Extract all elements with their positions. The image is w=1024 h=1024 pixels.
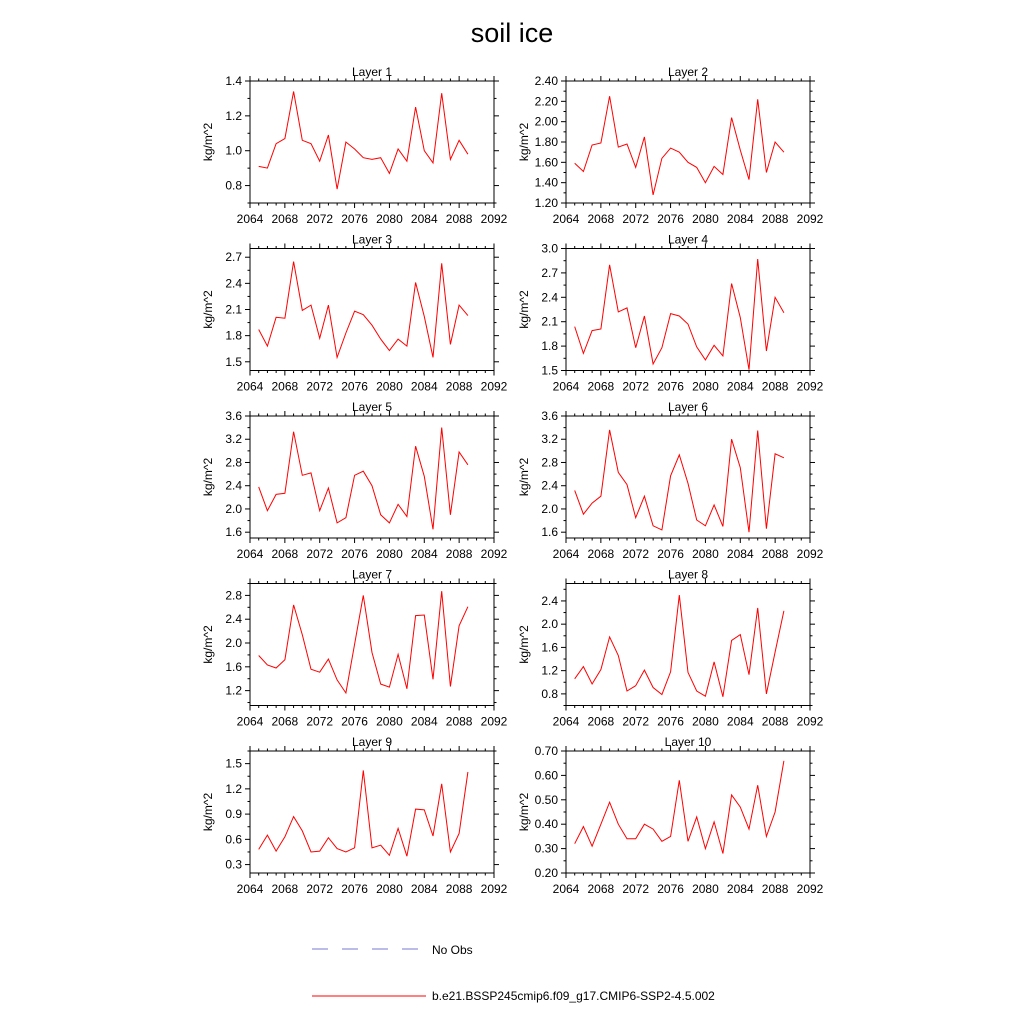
y-tick-label: 2.8 <box>541 455 558 470</box>
panel-layer-6 <box>517 400 824 561</box>
x-tick-label: 2064 <box>236 882 264 896</box>
y-tick-label: 2.8 <box>225 588 242 603</box>
y-tick-label: 2.4 <box>541 593 558 608</box>
panel-title: Layer 6 <box>667 400 709 414</box>
x-tick-label: 2068 <box>271 212 299 226</box>
panel-title: Layer 8 <box>667 567 709 582</box>
figure-title: soil ice <box>470 18 554 48</box>
x-tick-label: 2080 <box>692 379 719 394</box>
legend <box>312 943 715 1003</box>
panel-title: Layer 3 <box>351 232 393 247</box>
y-tick-label: 2.0 <box>541 501 558 516</box>
y-tick-label: 0.8 <box>225 178 242 193</box>
series-line <box>259 770 468 856</box>
y-tick-label: 0.50 <box>534 792 558 807</box>
x-tick-label: 2084 <box>726 882 754 896</box>
series-line <box>259 591 468 693</box>
x-tick-label: 2092 <box>796 882 824 896</box>
x-tick-label: 2080 <box>376 547 403 561</box>
y-tick-label: 1.80 <box>534 135 558 149</box>
y-tick-label: 0.8 <box>541 686 558 701</box>
x-tick-label: 2088 <box>761 714 789 729</box>
x-tick-label: 2084 <box>410 714 438 729</box>
x-tick-label: 2084 <box>410 379 438 394</box>
y-tick-label: 0.60 <box>534 768 558 783</box>
x-tick-label: 2068 <box>587 547 615 561</box>
y-tick-label: 1.6 <box>225 525 242 540</box>
x-tick-label: 2064 <box>552 212 580 226</box>
y-tick-label: 2.7 <box>225 250 242 265</box>
x-tick-label: 2076 <box>657 212 684 226</box>
y-tick-label: 1.5 <box>225 756 242 771</box>
x-tick-label: 2088 <box>445 212 473 226</box>
x-tick-label: 2068 <box>271 714 299 729</box>
x-tick-label: 2076 <box>341 547 368 561</box>
x-tick-label: 2080 <box>376 882 403 896</box>
x-tick-label: 2084 <box>726 379 754 394</box>
x-tick-label: 2068 <box>271 882 299 896</box>
panel-title: Layer 10 <box>664 735 712 749</box>
x-tick-label: 2068 <box>587 714 615 729</box>
panel-layer-8 <box>517 568 824 729</box>
y-tick-label: 1.8 <box>225 328 242 343</box>
x-tick-label: 2064 <box>236 379 264 394</box>
x-tick-label: 2076 <box>341 212 368 226</box>
y-tick-label: 1.0 <box>225 143 242 158</box>
panel-grid <box>201 65 824 896</box>
panel-layer-4 <box>517 233 824 394</box>
y-tick-label: 0.70 <box>534 744 558 758</box>
y-axis-label: kg/m^2 <box>517 290 531 329</box>
series-line <box>259 262 468 358</box>
y-tick-label: 1.2 <box>225 683 242 698</box>
panel-layer-1 <box>201 65 508 226</box>
x-tick-label: 2072 <box>622 882 650 896</box>
x-tick-label: 2076 <box>341 379 368 394</box>
legend-obs-label: No Obs <box>432 943 473 957</box>
x-tick-label: 2092 <box>796 212 824 226</box>
panel-layer-7 <box>201 568 508 729</box>
plot-frame <box>566 584 810 706</box>
y-tick-label: 1.2 <box>541 663 558 678</box>
y-tick-label: 1.2 <box>225 108 242 123</box>
y-tick-label: 3.6 <box>541 409 558 423</box>
panel-layer-5 <box>201 400 508 561</box>
x-tick-label: 2088 <box>761 547 789 561</box>
y-tick-label: 3.2 <box>541 432 558 447</box>
x-tick-label: 2092 <box>796 547 824 561</box>
y-axis-label: kg/m^2 <box>517 122 531 162</box>
y-tick-label: 2.7 <box>541 265 558 280</box>
y-tick-label: 1.60 <box>534 155 558 170</box>
x-tick-label: 2084 <box>410 547 438 561</box>
x-tick-label: 2076 <box>657 547 684 561</box>
y-tick-label: 2.40 <box>534 74 558 88</box>
y-tick-label: 0.6 <box>225 832 242 847</box>
panel-layer-9 <box>201 735 508 896</box>
y-tick-label: 0.20 <box>534 866 558 880</box>
y-tick-label: 1.5 <box>541 363 558 378</box>
series-line <box>575 96 784 195</box>
x-tick-label: 2076 <box>657 379 684 394</box>
x-tick-label: 2068 <box>587 882 615 896</box>
plot-frame <box>250 751 494 873</box>
x-tick-label: 2080 <box>376 379 403 394</box>
x-tick-label: 2072 <box>306 882 334 896</box>
series-line <box>575 430 784 532</box>
legend-model-label: b.e21.BSSP245cmip6.f09_g17.CMIP6-SSP2-4.5.002 <box>432 989 715 1003</box>
x-tick-label: 2092 <box>480 379 508 394</box>
x-tick-label: 2072 <box>622 547 650 561</box>
y-tick-label: 0.3 <box>225 857 242 872</box>
series-line <box>575 259 784 370</box>
x-tick-label: 2080 <box>692 212 719 226</box>
y-tick-label: 2.4 <box>541 478 558 493</box>
x-tick-label: 2076 <box>341 714 368 729</box>
plot-frame <box>250 81 494 203</box>
x-tick-label: 2080 <box>376 714 403 729</box>
series-line <box>259 92 468 190</box>
x-tick-label: 2088 <box>761 379 789 394</box>
x-tick-label: 2088 <box>445 714 473 729</box>
plot-frame <box>566 81 810 203</box>
x-tick-label: 2088 <box>761 212 789 226</box>
y-tick-label: 1.8 <box>541 339 558 354</box>
panel-title: Layer 7 <box>351 567 393 582</box>
x-tick-label: 2076 <box>657 882 684 896</box>
y-axis-label: kg/m^2 <box>201 290 215 329</box>
x-tick-label: 2092 <box>796 714 824 729</box>
y-axis-label: kg/m^2 <box>517 457 531 497</box>
y-tick-label: 2.0 <box>541 617 558 632</box>
y-axis-label: kg/m^2 <box>517 792 531 832</box>
series-line <box>259 428 468 530</box>
x-tick-label: 2076 <box>341 882 368 896</box>
series-line <box>575 595 784 697</box>
panel-title: Layer 2 <box>667 65 709 79</box>
y-tick-label: 1.4 <box>225 74 242 88</box>
panel-layer-3 <box>201 233 508 394</box>
y-tick-label: 0.40 <box>534 817 558 832</box>
y-tick-label: 3.2 <box>225 432 242 447</box>
panel-layer-10 <box>517 735 824 896</box>
x-tick-label: 2072 <box>306 714 334 729</box>
x-tick-label: 2076 <box>657 714 684 729</box>
x-tick-label: 2092 <box>480 547 508 561</box>
plot-frame <box>566 751 810 873</box>
y-axis-label: kg/m^2 <box>517 625 531 664</box>
y-tick-label: 0.9 <box>225 807 242 822</box>
panel-title: Layer 1 <box>351 65 393 79</box>
x-tick-label: 2068 <box>587 379 615 394</box>
y-axis-label: kg/m^2 <box>201 122 215 162</box>
x-tick-label: 2080 <box>692 547 719 561</box>
y-axis-label: kg/m^2 <box>201 625 215 664</box>
panel-title: Layer 9 <box>351 735 393 749</box>
y-tick-label: 2.4 <box>225 612 242 627</box>
y-tick-label: 3.6 <box>225 409 242 423</box>
y-tick-label: 1.6 <box>225 659 242 674</box>
y-tick-label: 2.8 <box>225 455 242 470</box>
x-tick-label: 2088 <box>761 882 789 896</box>
x-tick-label: 2068 <box>271 379 299 394</box>
x-tick-label: 2092 <box>480 212 508 226</box>
x-tick-label: 2068 <box>587 212 615 226</box>
y-tick-label: 2.4 <box>541 290 558 305</box>
x-tick-label: 2064 <box>552 547 580 561</box>
y-tick-label: 2.4 <box>225 276 242 291</box>
y-tick-label: 1.2 <box>225 781 242 796</box>
x-tick-label: 2092 <box>480 714 508 729</box>
x-tick-label: 2064 <box>236 714 264 729</box>
x-tick-label: 2064 <box>236 547 264 561</box>
x-tick-label: 2080 <box>376 212 403 226</box>
y-tick-label: 2.0 <box>225 636 242 651</box>
x-tick-label: 2084 <box>726 714 754 729</box>
x-tick-label: 2088 <box>445 379 473 394</box>
x-tick-label: 2072 <box>622 379 650 394</box>
x-tick-label: 2084 <box>726 212 754 226</box>
series-line <box>575 761 784 854</box>
plot-frame <box>250 416 494 538</box>
x-tick-label: 2072 <box>306 212 334 226</box>
x-tick-label: 2080 <box>692 714 719 729</box>
y-tick-label: 1.6 <box>541 525 558 540</box>
x-tick-label: 2092 <box>796 379 824 394</box>
plot-frame <box>250 584 494 706</box>
x-tick-label: 2064 <box>552 714 580 729</box>
y-tick-label: 1.40 <box>534 175 558 190</box>
x-tick-label: 2084 <box>410 882 438 896</box>
x-tick-label: 2072 <box>622 714 650 729</box>
x-tick-label: 2072 <box>306 547 334 561</box>
y-tick-label: 2.0 <box>225 501 242 516</box>
x-tick-label: 2084 <box>410 212 438 226</box>
x-tick-label: 2064 <box>552 379 580 394</box>
y-tick-label: 1.6 <box>541 640 558 655</box>
y-tick-label: 2.1 <box>541 314 558 329</box>
y-tick-label: 2.1 <box>225 302 242 317</box>
panel-title: Layer 4 <box>667 232 709 247</box>
y-tick-label: 0.30 <box>534 841 558 856</box>
panel-title: Layer 5 <box>351 400 393 414</box>
y-tick-label: 3.0 <box>541 241 558 256</box>
x-tick-label: 2080 <box>692 882 719 896</box>
x-tick-label: 2072 <box>306 379 334 394</box>
y-tick-label: 1.20 <box>534 196 558 210</box>
plot-frame <box>566 416 810 538</box>
y-axis-label: kg/m^2 <box>201 457 215 497</box>
x-tick-label: 2092 <box>480 882 508 896</box>
y-axis-label: kg/m^2 <box>201 792 215 832</box>
x-tick-label: 2064 <box>236 212 264 226</box>
x-tick-label: 2088 <box>445 547 473 561</box>
x-tick-label: 2064 <box>552 882 580 896</box>
y-tick-label: 2.20 <box>534 94 558 109</box>
x-tick-label: 2068 <box>271 547 299 561</box>
x-tick-label: 2088 <box>445 882 473 896</box>
panel-layer-2 <box>517 65 824 226</box>
y-tick-label: 1.5 <box>225 354 242 369</box>
y-tick-label: 2.4 <box>225 478 242 493</box>
x-tick-label: 2072 <box>622 212 650 226</box>
y-tick-label: 2.00 <box>534 114 558 129</box>
x-tick-label: 2084 <box>726 547 754 561</box>
